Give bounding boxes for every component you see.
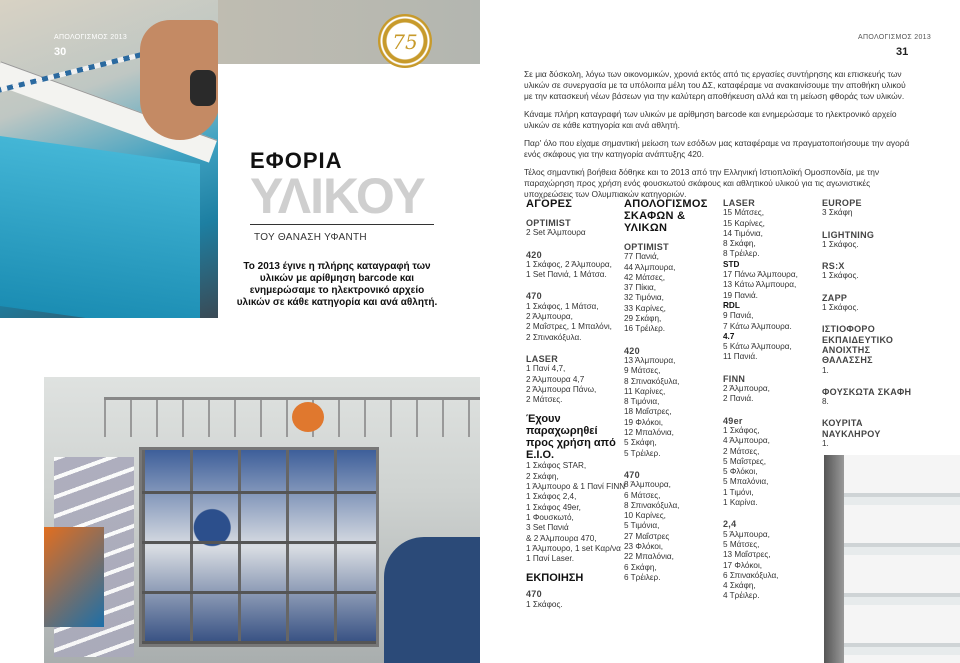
list-item: 1 Σκάφος. [822,303,859,313]
sail-measuring-photo [0,0,218,318]
list-item: 77 Πανιά, [624,252,659,262]
category-heading: 420 [624,345,640,356]
item-list [526,260,618,281]
column-inventory-b [723,198,815,602]
subsection-heading: Έχουν παραχωρηθεί προς χρήση από Ε.Ι.Ο. [526,413,616,462]
list-item: 1. [822,439,829,449]
list-item: 9 Πανιά, [723,311,754,321]
list-item: 6 Σκάφη, [624,562,657,572]
list-item: 13 Μαΐστρες, [723,550,771,560]
item-list [822,240,922,250]
list-item: 3 Σκάφη [822,208,853,218]
author-byline: ΤΟΥ ΘΑΝΑΣΗ ΥΦΑΝΤΗ [254,232,367,243]
list-item: 5 Άλμπουρα, [723,529,770,539]
item-list [526,461,626,564]
article-title [250,148,440,224]
column-inventory-a [624,198,716,583]
list-item: 4 Τρέιλερ. [723,591,760,601]
title-line-2: ΥΛΙΚΟΥ [250,168,425,224]
category-heading: LIGHTNING [822,229,875,240]
list-item: 4 Σκάφη, [723,581,756,591]
list-item: 9 Μάτσες, [624,366,661,376]
item-list [723,530,815,602]
list-item: 8 Άλμπουρα, [624,480,671,490]
right-header-band [480,0,960,64]
category-heading: ΙΣΤΙΟΦΟΡΟ ΕΚΠΑΙΔΕΥΤΙΚΟ ΑΝΟΙΧΤΗΣ ΘΑΛΑΣΣΗΣ [822,324,894,366]
anniversary-logo-icon: 75 [378,14,432,68]
item-list [822,303,922,313]
category-heading: LASER [526,353,559,364]
right-page-number: 31 [896,46,909,58]
list-item: 1 Set Πανιά, 1 Μάτσα. [526,270,607,280]
list-item: 5 Σκάφη, [624,438,657,448]
list-item: 2 Μαΐστρες, 1 Μπαλόνι, [526,322,612,332]
left-running-head: ΑΠΟΛΟΓΙΣΜΟΣ 2013 [54,34,128,41]
category-heading: ΚΟΥΡΙΤΑ ΝΑΥΚΛΗΡΟΥ [822,418,881,439]
list-item: 2 Άλμπουρα, [723,384,770,394]
column-purchases [526,198,626,610]
list-item: 2 Μάτσες, [723,446,760,456]
section-heading: ΑΠΟΛΟΓΙΣΜΟΣ ΣΚΑΦΩΝ & ΥΛΙΚΩΝ [624,198,708,234]
list-item: 1 Σκάφος. [822,271,859,281]
list-item: 14 Τιμόνια, [723,228,763,238]
category-heading: OPTIMIST [624,242,669,252]
category-heading: 49er [723,415,743,426]
item-list [723,270,815,301]
category-heading: ΦΟΥΣΚΩΤΑ ΣΚΑΦΗ [822,386,912,397]
list-item: 1 Φουσκωτό, [526,512,574,522]
list-item: 17 Φλόκοι, [723,560,763,570]
item-list [526,302,618,343]
item-list [526,364,618,405]
list-item: 2 Μάτσες. [526,395,563,405]
list-item: 15 Καρίνες, [723,218,765,228]
list-item: 8 Τρέιλερ. [723,249,760,259]
list-item: 37 Πίκια, [624,283,657,293]
item-list [822,366,922,376]
item-list [723,384,815,405]
list-item: 2 Άλμπουρα, [526,312,573,322]
list-item: 3 Set Πανιά [526,523,569,533]
list-item: 1 Τιμόνι, [723,487,754,497]
list-item: 5 Τιμόνια, [624,521,660,531]
list-item: 18 Μαΐστρες, [624,407,672,417]
category-heading: 470 [526,291,542,302]
list-item: 8 Σπινακόξυλα, [624,376,680,386]
subsection-heading: ΕΚΠΟΙΗΣΗ [526,572,584,585]
list-item: 2 Σπινακόξυλα. [526,332,582,342]
list-item: 11 Πανιά. [723,352,758,362]
article-lede: Το 2013 έγινε η πλήρης καταγραφή των υλικών με αρίθμηση barcode και ενημερώσαμε το ηλεκτρονικό αρχείο υλικών σε κάθε κατηγορία και ανά αθλητή. [236,261,438,308]
list-item: 1 Σκάφος STAR, [526,461,587,471]
list-item: 44 Άλμπουρα, [624,262,676,272]
list-item: 5 Τρέιλερ. [624,448,661,458]
list-item: 1 Σκάφος, 1 Μάτσα, [526,301,599,311]
list-item: 5 Μάτσες, [723,539,760,549]
category-heading: FINN [723,373,746,384]
list-item: 5 Μπαλόνια, [723,477,769,487]
list-item: 19 Φλόκοι, [624,417,664,427]
column-inventory-c [822,198,922,449]
list-item: 11 Καρίνες, [624,386,666,396]
left-page-number: 30 [54,46,67,58]
boat-hulls-photo [824,455,960,663]
list-item: 2 Set Άλμπουρα [526,228,586,238]
list-item: 7 Κάτω Άλμπουρα. [723,321,792,331]
list-item: & 2 Άλμπουρα 470, [526,533,597,543]
category-heading: LASER [723,198,756,208]
intro-text [524,69,916,207]
intro-paragraph: Τέλος σημαντική βοήθεια δόθηκε και το 2013 από την Ελληνική Ιστιοπλοϊκή Ομοσπονδία, με την παραχώρηση προς χρήση ενός φουσκωτού σκάφους και αθλητικού υλικού για τις αγωνιστικές υποχρεώσεις των Ολυμπιακών κατηγοριών. [524,167,880,199]
item-list [723,311,815,332]
list-item: 33 Καρίνες, [624,303,666,313]
category-heading: OPTIMIST [526,218,571,228]
item-list [624,252,716,334]
list-item: 1 Πανί 4,7, [526,364,566,374]
list-item: 32 Τιμόνια, [624,293,664,303]
list-item: 42 Μάτσες, [624,272,665,282]
list-item: 8. [822,397,829,407]
intro-paragraph: Σε μια δύσκολη, λόγω των οικονομικών, χρονιά εκτός από τις εργασίες συντήρησης και επισκευής των υλικών σε συνεργασία με τα υπόλοιπα μέλη του ΔΣ, καταφέραμε να ανακαινίσουμε την αποθήκη υλικού με την κατασκευή νέων βάσεων για την καλύτερη αποθήκευση αλλά και τη μείωση φθοράς των υλικών. [524,69,906,101]
list-item: 23 Φλόκοι, [624,542,664,552]
list-item: 22 Μπαλόνια, [624,552,674,562]
list-item: 6 Τρέιλερ. [624,572,661,582]
list-item: 1 Σκάφος. [822,239,859,249]
list-item: 6 Μάτσες, [624,490,661,500]
list-item: 15 Μάτσες, [723,208,764,218]
list-item: 8 Σπινακόξυλα, [624,500,680,510]
subcategory-heading: STD [723,259,740,269]
list-item: 17 Πάνω Άλμπουρα, [723,270,798,280]
section-heading: ΑΓΟΡΕΣ [526,198,573,210]
list-item: 1 Καρίνα. [723,498,758,508]
category-heading: 2,4 [723,519,737,530]
list-item: 1 Άλμπουρο & 1 Πανί FINN [526,482,626,492]
list-item: 2 Πανιά. [723,394,754,404]
item-list [723,426,815,508]
item-list [526,600,618,610]
list-item: 5 Μαΐστρες, [723,456,767,466]
list-item: 2 Άλμπουρα 4,7 [526,374,585,384]
title-divider [250,224,434,225]
list-item: 1 Πανί Laser. [526,554,574,564]
category-heading: EUROPE [822,198,862,208]
storage-room-photo [44,377,480,663]
list-item: 8 Σκάφη, [723,239,756,249]
category-heading: RS:X [822,261,845,272]
title-line-1: ΕΦΟΡΙΑ [250,148,343,173]
list-item: 10 Καρίνες, [624,511,666,521]
list-item: 19 Πανιά. [723,290,758,300]
right-running-head: ΑΠΟΛΟΓΙΣΜΟΣ 2013 [858,34,932,41]
item-list [822,397,922,407]
list-item: 1 Σκάφος. [526,599,563,609]
list-item: 4 Άλμπουρα, [723,436,770,446]
list-item: 8 Τιμόνια, [624,397,660,407]
category-heading: 470 [526,589,542,600]
category-heading: ZAPP [822,292,848,303]
list-item: 1. [822,365,829,375]
intro-paragraph: Παρ' όλο που είχαμε σημαντική μείωση των εσόδων μας καταφέραμε να πραγματοποιήσουμε την αγορά ενός σκάφους για την κατηγορία ανάπτυξης 420. [524,138,910,159]
item-list [624,480,716,583]
category-heading: 470 [624,469,640,480]
item-list [624,356,716,459]
list-item: 1 Άλμπουρο, 1 set Καρ/να [526,543,621,553]
list-item: 6 Σπινακόξυλα, [723,570,779,580]
list-item: 5 Κάτω Άλμπουρα, [723,342,792,352]
list-item: 1 Σκάφος 2,4, [526,492,577,502]
list-item: 13 Κάτω Άλμπουρα, [723,280,797,290]
item-list [723,208,815,259]
item-list [526,228,618,238]
list-item: 13 Άλμπουρα, [624,355,676,365]
intro-paragraph: Κάναμε πλήρη καταγραφή των υλικών με αρίθμηση barcode και ενημερώσαμε το ηλεκτρονικό αρχείο υλικών σε κάθε κατηγορία και ανά αθλητή. [524,109,897,130]
subcategory-heading: 4.7 [723,331,735,341]
list-item: 16 Τρέιλερ. [624,324,666,334]
list-item: 2 Άλμπουρα Πάνω, [526,384,597,394]
category-heading: 420 [526,249,542,260]
list-item: 27 Μαΐστρες [624,531,670,541]
list-item: 1 Σκάφος, [723,425,760,435]
item-list [822,271,922,281]
list-item: 29 Σκάφη, [624,314,662,324]
subcategory-heading: RDL [723,300,740,310]
list-item: 2 Σκάφη, [526,471,559,481]
item-list [723,342,815,363]
list-item: 12 Μπαλόνια, [624,428,674,438]
list-item: 1 Σκάφος, 2 Άλμπουρα, [526,259,612,269]
item-list [822,439,922,449]
list-item: 5 Φλόκοι, [723,467,758,477]
item-list [822,208,922,218]
list-item: 1 Σκάφος 49er, [526,502,581,512]
